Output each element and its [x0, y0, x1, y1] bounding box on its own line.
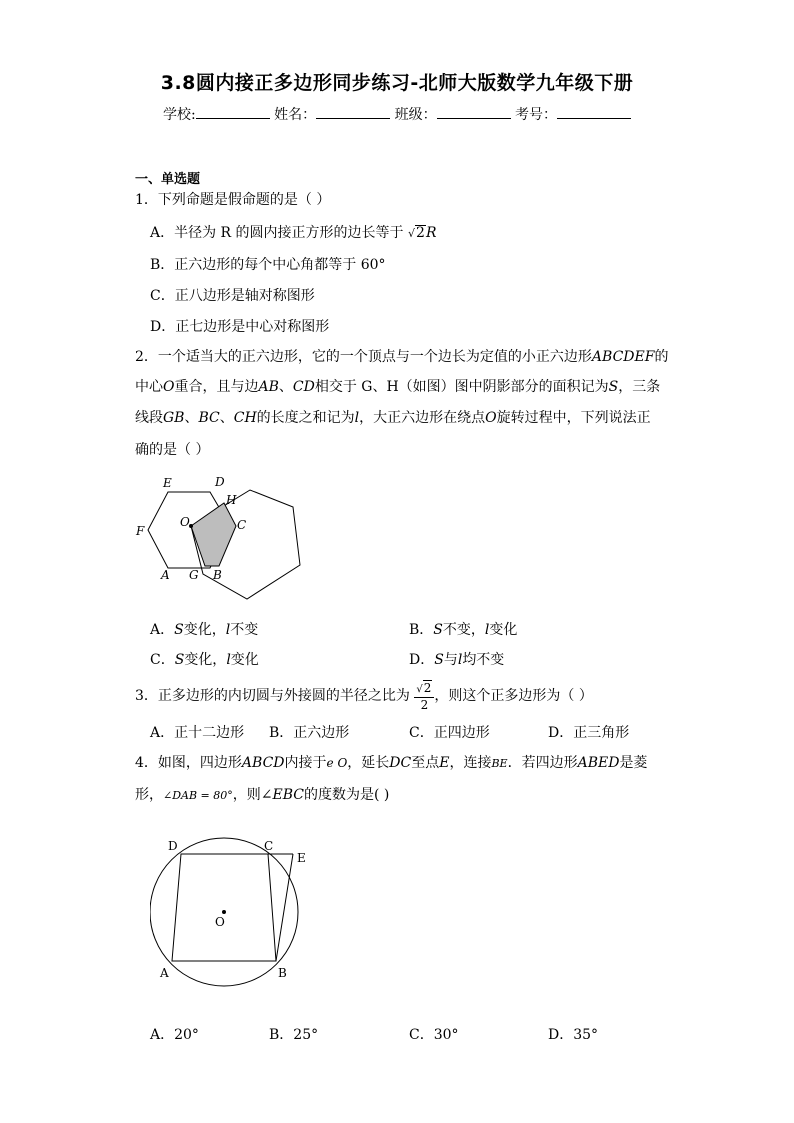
label-b: B — [278, 966, 287, 980]
var-l: l — [225, 622, 231, 638]
question-number: 2． — [135, 349, 158, 365]
q2-var: BC — [198, 410, 220, 426]
q2-text: 的 — [654, 349, 669, 365]
q2-text: 重合，且与边 — [174, 379, 259, 395]
class-field[interactable] — [437, 104, 511, 119]
center-point-o — [222, 910, 226, 914]
q2-text: 相交于 G、H（如图）图中阴影部分的面积记为 — [314, 379, 609, 395]
q1-option-d[interactable]: D．正七边形是中心对称图形 — [150, 319, 330, 335]
student-info-line — [0, 104, 794, 124]
option-text: 变化 — [230, 652, 259, 668]
q2-option-d[interactable] — [409, 649, 504, 669]
name-field[interactable] — [316, 104, 390, 119]
id-field[interactable] — [557, 104, 631, 119]
q4-text: 如图，四边形 — [157, 755, 242, 771]
question-2-line-4: 确的是（ ） — [135, 442, 210, 458]
label-d: D — [168, 839, 178, 853]
q3-option-b[interactable]: B．正六边形 — [269, 725, 350, 741]
q4-option-a[interactable]: A．20° — [150, 1027, 199, 1043]
q4-var: BE — [491, 757, 508, 770]
q1-option-a[interactable] — [150, 222, 437, 242]
var-s: S — [174, 622, 184, 638]
q4-var: e O — [326, 756, 348, 770]
q3-option-d[interactable]: D．正三角形 — [548, 725, 630, 741]
q2-text: 旋转过程中，下列说法正 — [496, 410, 651, 426]
label-b: B — [213, 568, 222, 582]
q2-text: 一个适当大的正六边形，它的一个顶点与一个边长为定值的小正六边形 — [157, 349, 592, 365]
variable-r: R — [425, 225, 437, 241]
option-text: 不变， — [442, 622, 485, 638]
q4-text: ，延长 — [347, 755, 390, 771]
question-2-line-3 — [135, 408, 651, 428]
section-heading: 一、单选题 — [135, 172, 201, 187]
q2-text: ，三条 — [618, 379, 661, 395]
fraction-root2-over-2: $\frac{√2}{2}$ — [414, 680, 434, 712]
q4-text: 的度数为是( ) — [304, 787, 390, 803]
q4-var: ∠EBC — [260, 787, 304, 803]
q2-var: CD — [292, 379, 315, 395]
question-2-line-2 — [135, 377, 660, 397]
name-label: 姓名： — [274, 107, 317, 123]
q4-option-c[interactable]: C．30° — [409, 1027, 459, 1043]
q2-var: S — [608, 379, 619, 395]
q2-option-c[interactable] — [150, 649, 259, 669]
q2-option-b[interactable] — [409, 619, 517, 639]
q4-option-d[interactable]: D．35° — [548, 1027, 599, 1043]
fraction-numerator: 2 — [423, 681, 432, 695]
q3-option-a[interactable]: A．正十二边形 — [150, 725, 245, 741]
q2-text: 、 — [219, 410, 234, 426]
q4-var: ABCD — [241, 755, 285, 771]
question-4-line-2 — [135, 785, 389, 806]
q2-var: O — [163, 379, 175, 395]
option-text: 变化， — [184, 652, 227, 668]
label-f: F — [136, 524, 145, 538]
var-s: S — [174, 652, 185, 668]
option-text: 变化， — [183, 622, 226, 638]
label-o: O — [215, 915, 225, 929]
q2-text: 中心 — [135, 379, 163, 395]
q4-option-b[interactable]: B．25° — [269, 1027, 319, 1043]
q2-var: l — [354, 410, 360, 426]
q2-var: ABCDEF — [591, 349, 655, 365]
q4-text: 形， — [135, 787, 163, 803]
label-c: C — [237, 518, 247, 532]
q4-var: ABED — [577, 755, 620, 771]
q2-text: 、 — [184, 410, 199, 426]
label-d: D — [215, 475, 225, 489]
q2-text: ，大正六边形在绕点 — [359, 410, 486, 426]
label-c: C — [264, 839, 274, 853]
q4-text: ．若四边形 — [507, 755, 578, 771]
question-number: 1． — [135, 192, 158, 208]
var-s: S — [434, 652, 444, 668]
q2-text: 、 — [278, 379, 293, 395]
q2-var: GB — [163, 410, 185, 426]
option-text: 均不变 — [462, 652, 505, 668]
label-e: E — [163, 476, 172, 490]
q3-text: ，则这个正多边形为（ ） — [434, 688, 593, 704]
option-letter: C． — [150, 652, 175, 668]
q1-option-b[interactable]: B．正六边形的每个中心角都等于 60° — [150, 257, 386, 273]
label-h: H — [226, 493, 237, 507]
school-field[interactable] — [196, 104, 270, 119]
option-text: 与 — [443, 652, 458, 668]
page-title: 3.8圆内接正多边形同步练习-北师大版数学九年级下册 — [160, 72, 634, 94]
q4-text: ，则 — [232, 787, 261, 803]
hexagon-figure — [130, 470, 310, 605]
school-label: 学校: — [162, 107, 196, 123]
question-text: 下列命题是假命题的是（ ） — [157, 192, 331, 208]
label-e: E — [297, 851, 306, 865]
label-a: A — [160, 966, 169, 980]
label-a: A — [161, 568, 170, 582]
label-g: G — [189, 568, 199, 582]
question-4-line-1 — [135, 753, 647, 774]
sqrt-sign: √ — [408, 227, 416, 240]
label-o: O — [180, 515, 190, 529]
option-text: 变化 — [489, 622, 518, 638]
shaded-region — [191, 503, 236, 566]
question-number: 3． — [135, 688, 158, 704]
fraction-denominator: 2 — [420, 698, 429, 712]
q4-text: 至点 — [411, 755, 440, 771]
question-3-stem — [135, 680, 593, 712]
q4-var: ∠DAB = 80° — [163, 789, 233, 802]
q4-text: ，连接 — [449, 755, 492, 771]
class-label: 班级： — [394, 107, 437, 123]
var-l: l — [457, 652, 463, 668]
question-number: 4． — [135, 755, 158, 771]
var-s: S — [433, 622, 443, 638]
q2-option-a[interactable] — [150, 619, 258, 639]
option-letter: D． — [409, 652, 435, 668]
q4-text: 是菱 — [619, 755, 648, 771]
sqrt-radicand: 2 — [416, 225, 425, 241]
question-2-line-1 — [135, 347, 668, 367]
q4-var: E — [439, 755, 450, 771]
q3-option-c[interactable]: C．正四边形 — [409, 725, 490, 741]
q4-text: 内接于 — [284, 755, 327, 771]
option-letter: A． — [150, 622, 175, 638]
id-label: 考号： — [515, 107, 558, 123]
q3-text: 正多边形的内切圆与外接圆的半径之比为 — [157, 688, 410, 704]
var-l: l — [484, 622, 490, 638]
circle-rhombus-figure — [150, 830, 320, 990]
option-text: 不变 — [230, 622, 259, 638]
q4-var: DC — [389, 755, 412, 771]
q2-var: AB — [258, 379, 279, 395]
q2-text: 线段 — [135, 410, 163, 426]
question-1-stem — [135, 190, 330, 210]
q2-text: 的长度之和记为 — [256, 410, 355, 426]
var-l: l — [226, 652, 231, 668]
quadrilateral-abcd — [172, 854, 276, 961]
q1-option-c[interactable]: C．正八边形是轴对称图形 — [150, 288, 315, 304]
q1-option-a-text: A．半径为 R 的圆内接正方形的边长等于 — [150, 225, 404, 241]
option-letter: B． — [409, 622, 434, 638]
q2-var: CH — [233, 410, 257, 426]
q2-var: O — [485, 410, 497, 426]
